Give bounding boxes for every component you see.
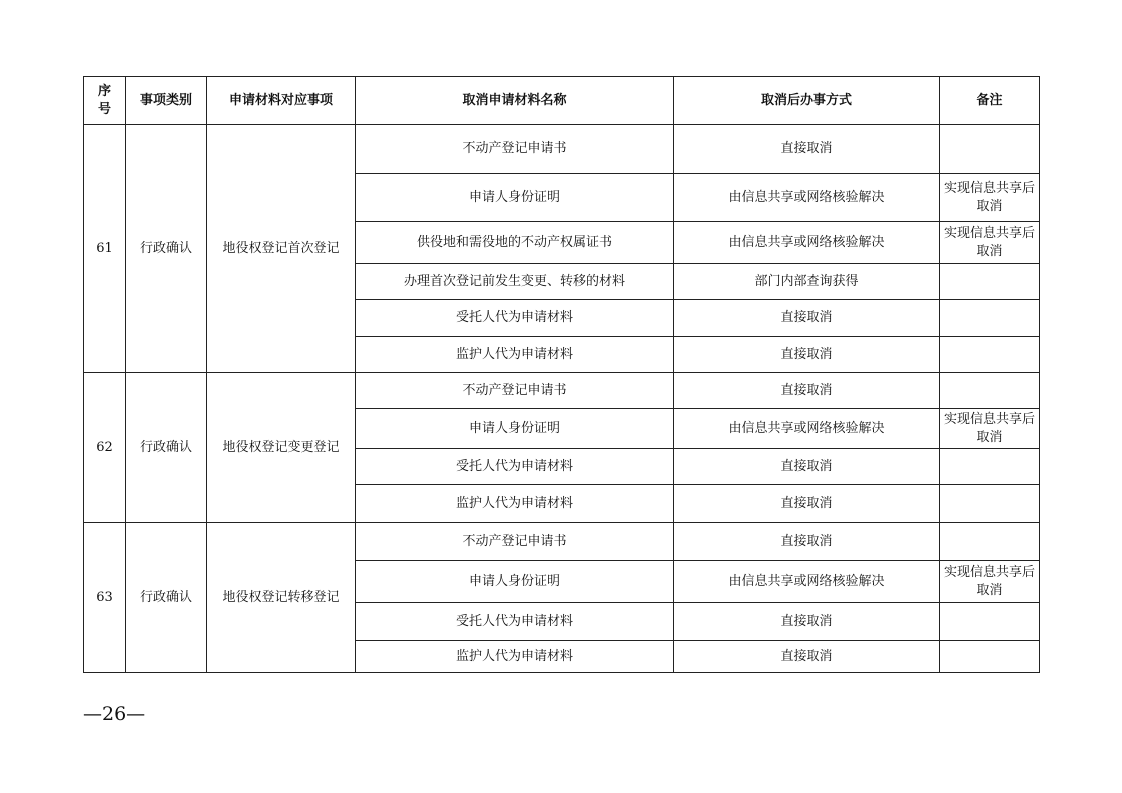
row-remark: 实现信息共享后取消 [940, 409, 1040, 449]
row-material: 不动产登记申请书 [356, 125, 674, 174]
row-material: 办理首次登记前发生变更、转移的材料 [356, 264, 674, 300]
row-item: 地役权登记转移登记 [207, 523, 356, 673]
row-remark [940, 523, 1040, 561]
row-remark [940, 337, 1040, 373]
header-no: 序号 [84, 77, 126, 125]
row-number: 61 [84, 125, 126, 373]
row-category: 行政确认 [126, 125, 207, 373]
row-remark: 实现信息共享后取消 [940, 174, 1040, 222]
row-remark [940, 449, 1040, 485]
table-header-row [84, 77, 1040, 125]
header-material: 取消申请材料名称 [356, 77, 674, 125]
row-method: 直接取消 [674, 300, 940, 337]
row-material: 受托人代为申请材料 [356, 449, 674, 485]
row-remark [940, 373, 1040, 409]
table-row [84, 523, 1040, 561]
row-remark [940, 641, 1040, 673]
row-remark [940, 300, 1040, 337]
row-method: 由信息共享或网络核验解决 [674, 561, 940, 603]
row-remark [940, 125, 1040, 174]
row-method: 部门内部查询获得 [674, 264, 940, 300]
row-method: 直接取消 [674, 485, 940, 523]
row-remark: 实现信息共享后取消 [940, 222, 1040, 264]
row-material: 申请人身份证明 [356, 409, 674, 449]
row-material: 不动产登记申请书 [356, 523, 674, 561]
header-item: 申请材料对应事项 [207, 77, 356, 125]
table-row [84, 125, 1040, 174]
row-remark: 实现信息共享后取消 [940, 561, 1040, 603]
row-method: 由信息共享或网络核验解决 [674, 222, 940, 264]
row-method: 由信息共享或网络核验解决 [674, 174, 940, 222]
row-item: 地役权登记首次登记 [207, 125, 356, 373]
row-material: 监护人代为申请材料 [356, 337, 674, 373]
table-body [84, 125, 1040, 673]
row-material: 受托人代为申请材料 [356, 300, 674, 337]
row-material: 不动产登记申请书 [356, 373, 674, 409]
row-material: 监护人代为申请材料 [356, 641, 674, 673]
header-method: 取消后办事方式 [674, 77, 940, 125]
cancellation-table [83, 76, 1040, 673]
row-remark [940, 603, 1040, 641]
row-remark [940, 485, 1040, 523]
row-material: 申请人身份证明 [356, 174, 674, 222]
row-method: 直接取消 [674, 373, 940, 409]
row-method: 直接取消 [674, 337, 940, 373]
row-category: 行政确认 [126, 523, 207, 673]
row-material: 监护人代为申请材料 [356, 485, 674, 523]
row-material: 受托人代为申请材料 [356, 603, 674, 641]
row-number: 63 [84, 523, 126, 673]
row-number: 62 [84, 373, 126, 523]
table-row [84, 373, 1040, 409]
row-category: 行政确认 [126, 373, 207, 523]
row-material: 供役地和需役地的不动产权属证书 [356, 222, 674, 264]
page-number: —26— [83, 703, 146, 725]
row-method: 直接取消 [674, 523, 940, 561]
row-method: 由信息共享或网络核验解决 [674, 409, 940, 449]
row-item: 地役权登记变更登记 [207, 373, 356, 523]
row-remark [940, 264, 1040, 300]
header-remark: 备注 [940, 77, 1040, 125]
row-method: 直接取消 [674, 641, 940, 673]
row-method: 直接取消 [674, 603, 940, 641]
header-category: 事项类别 [126, 77, 207, 125]
row-material: 申请人身份证明 [356, 561, 674, 603]
row-method: 直接取消 [674, 125, 940, 174]
row-method: 直接取消 [674, 449, 940, 485]
